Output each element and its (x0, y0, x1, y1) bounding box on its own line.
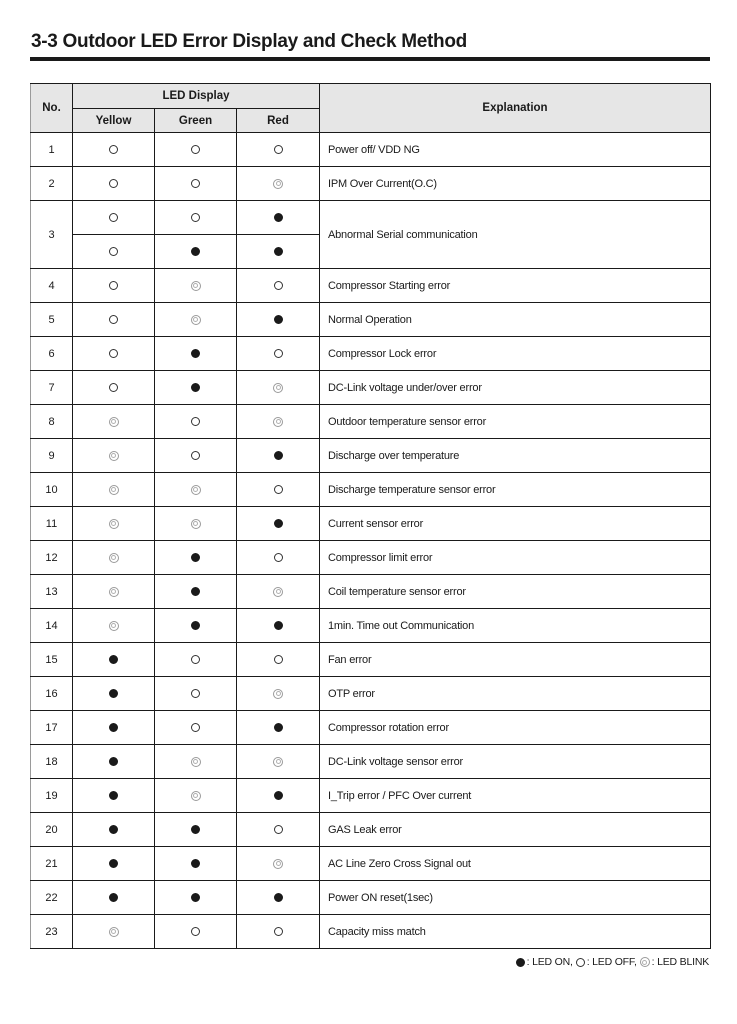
led-green-cell (155, 847, 237, 881)
led-blink-icon (273, 757, 283, 767)
led-blink-icon (109, 519, 119, 529)
legend-blink (640, 956, 709, 968)
row-number: 23 (31, 915, 73, 949)
led-blink-icon (191, 315, 201, 325)
led-green-cell (155, 337, 237, 371)
led-off-icon (191, 451, 200, 460)
header-yellow: Yellow (73, 109, 155, 133)
led-green-cell (155, 745, 237, 779)
led-red-cell (237, 609, 320, 643)
row-explanation: Compressor Starting error (320, 269, 711, 303)
led-red-cell (237, 269, 320, 303)
legend-on (516, 956, 573, 968)
row-number: 2 (31, 167, 73, 201)
led-red-cell (237, 473, 320, 507)
legend-off (576, 956, 637, 968)
led-on-icon (274, 213, 283, 222)
row-explanation: GAS Leak error (320, 813, 711, 847)
legend-blink-label: LED BLINK (657, 956, 709, 968)
row-explanation: Normal Operation (320, 303, 711, 337)
led-yellow-cell (73, 303, 155, 337)
led-yellow-cell (73, 575, 155, 609)
row-number: 1 (31, 133, 73, 167)
led-blink-icon (109, 451, 119, 461)
led-on-icon (109, 723, 118, 732)
led-red-cell (237, 303, 320, 337)
led-blink-icon (191, 485, 201, 495)
led-red-cell (237, 167, 320, 201)
led-on-icon (274, 315, 283, 324)
led-off-icon (191, 723, 200, 732)
led-off-icon (109, 213, 118, 222)
led-blink-icon (191, 281, 201, 291)
led-on-icon (274, 723, 283, 732)
header-explanation: Explanation (320, 84, 711, 133)
row-explanation: Outdoor temperature sensor error (320, 405, 711, 439)
led-blink-icon (191, 791, 201, 801)
led-yellow-cell (73, 609, 155, 643)
led-off-icon (109, 315, 118, 324)
led-green-cell (155, 779, 237, 813)
table-row (31, 303, 711, 337)
led-yellow-cell (73, 847, 155, 881)
led-red-cell (237, 405, 320, 439)
led-on-icon (109, 893, 118, 902)
row-explanation: Compressor limit error (320, 541, 711, 575)
led-green-cell (155, 643, 237, 677)
table-row (31, 677, 711, 711)
led-on-icon (109, 757, 118, 766)
led-red-cell (237, 677, 320, 711)
row-explanation: DC-Link voltage sensor error (320, 745, 711, 779)
led-blink-icon (273, 179, 283, 189)
led-off-icon (274, 655, 283, 664)
led-yellow-cell (73, 813, 155, 847)
row-explanation: Current sensor error (320, 507, 711, 541)
led-blink-icon (273, 587, 283, 597)
led-yellow-cell (73, 541, 155, 575)
table-row (31, 915, 711, 949)
table-body (31, 133, 711, 949)
led-on-icon (191, 383, 200, 392)
led-green-cell (155, 609, 237, 643)
led-green-cell (155, 439, 237, 473)
table-row (31, 507, 711, 541)
led-off-icon (191, 179, 200, 188)
led-off-icon (191, 213, 200, 222)
led-off-icon (109, 281, 118, 290)
table-row (31, 371, 711, 405)
led-blink-icon (273, 689, 283, 699)
led-yellow-cell (73, 439, 155, 473)
table-row (31, 575, 711, 609)
led-blink-icon (640, 957, 650, 967)
led-on-icon (109, 791, 118, 800)
led-on-icon (109, 689, 118, 698)
row-number: 17 (31, 711, 73, 745)
row-explanation: Compressor rotation error (320, 711, 711, 745)
table-row (31, 269, 711, 303)
led-off-icon (109, 247, 118, 256)
led-yellow-cell (73, 643, 155, 677)
table-row (31, 541, 711, 575)
led-red-cell (237, 847, 320, 881)
legend-separator: : (651, 956, 655, 968)
led-blink-icon (191, 757, 201, 767)
led-on-icon (274, 893, 283, 902)
led-off-icon (191, 145, 200, 154)
led-green-cell (155, 473, 237, 507)
row-number: 12 (31, 541, 73, 575)
led-blink-icon (109, 927, 119, 937)
row-number: 3 (31, 201, 73, 269)
led-off-icon (191, 927, 200, 936)
row-number: 11 (31, 507, 73, 541)
led-blink-icon (273, 859, 283, 869)
led-off-icon (109, 349, 118, 358)
row-number: 15 (31, 643, 73, 677)
led-red-cell (237, 779, 320, 813)
table-row (31, 813, 711, 847)
table-row (31, 609, 711, 643)
row-explanation: Power ON reset(1sec) (320, 881, 711, 915)
table-row (31, 473, 711, 507)
table-row (31, 439, 711, 473)
led-red-cell (237, 881, 320, 915)
led-red-cell (237, 337, 320, 371)
led-on-icon (274, 621, 283, 630)
led-on-icon (109, 655, 118, 664)
led-yellow-cell (73, 677, 155, 711)
led-green-cell (155, 133, 237, 167)
led-on-icon (191, 247, 200, 256)
led-off-icon (191, 689, 200, 698)
row-explanation: Coil temperature sensor error (320, 575, 711, 609)
led-on-icon (274, 451, 283, 460)
led-on-icon (191, 621, 200, 630)
led-off-icon (274, 553, 283, 562)
row-explanation: I_Trip error / PFC Over current (320, 779, 711, 813)
table-row (31, 133, 711, 167)
led-red-cell (237, 915, 320, 949)
row-explanation: Compressor Lock error (320, 337, 711, 371)
led-off-icon (274, 349, 283, 358)
led-off-icon (274, 927, 283, 936)
led-on-icon (191, 553, 200, 562)
led-red-cell (237, 235, 320, 269)
led-green-cell (155, 915, 237, 949)
led-yellow-cell (73, 507, 155, 541)
led-red-cell (237, 133, 320, 167)
row-explanation: Fan error (320, 643, 711, 677)
led-yellow-cell (73, 133, 155, 167)
led-green-cell (155, 507, 237, 541)
led-off-icon (109, 383, 118, 392)
led-off-icon (274, 485, 283, 494)
led-red-cell (237, 643, 320, 677)
led-red-cell (237, 711, 320, 745)
led-on-icon (274, 791, 283, 800)
led-error-table (30, 83, 711, 949)
table-row-subrow (31, 201, 711, 235)
header-red: Red (237, 109, 320, 133)
led-yellow-cell (73, 201, 155, 235)
led-blink-icon (109, 485, 119, 495)
led-on-icon (516, 958, 525, 967)
led-off-icon (109, 145, 118, 154)
table-row (31, 167, 711, 201)
led-on-icon (191, 825, 200, 834)
table-row (31, 779, 711, 813)
led-green-cell (155, 711, 237, 745)
row-number: 22 (31, 881, 73, 915)
row-number: 21 (31, 847, 73, 881)
led-green-cell (155, 575, 237, 609)
row-explanation: DC-Link voltage under/over error (320, 371, 711, 405)
led-red-cell (237, 201, 320, 235)
led-off-icon (274, 825, 283, 834)
led-on-icon (274, 519, 283, 528)
row-explanation: Power off/ VDD NG (320, 133, 711, 167)
legend-separator: : (586, 956, 590, 968)
led-red-cell (237, 371, 320, 405)
table-row (31, 745, 711, 779)
led-blink-icon (109, 587, 119, 597)
led-red-cell (237, 541, 320, 575)
led-yellow-cell (73, 779, 155, 813)
legend-off-label: LED OFF, (592, 956, 637, 968)
table-row (31, 405, 711, 439)
led-off-icon (191, 655, 200, 664)
led-yellow-cell (73, 473, 155, 507)
row-number: 14 (31, 609, 73, 643)
legend (516, 956, 709, 968)
led-yellow-cell (73, 337, 155, 371)
led-on-icon (191, 859, 200, 868)
led-red-cell (237, 813, 320, 847)
header-led-display: LED Display (73, 84, 320, 109)
row-number: 7 (31, 371, 73, 405)
table-row (31, 643, 711, 677)
row-number: 9 (31, 439, 73, 473)
row-explanation: Discharge over temperature (320, 439, 711, 473)
row-explanation: IPM Over Current(O.C) (320, 167, 711, 201)
title-divider (30, 57, 710, 61)
led-green-cell (155, 371, 237, 405)
led-red-cell (237, 745, 320, 779)
led-blink-icon (273, 383, 283, 393)
row-explanation: 1min. Time out Communication (320, 609, 711, 643)
legend-separator: : (526, 956, 530, 968)
led-on-icon (191, 587, 200, 596)
led-red-cell (237, 439, 320, 473)
led-yellow-cell (73, 269, 155, 303)
row-number: 10 (31, 473, 73, 507)
row-explanation: Abnormal Serial communication (320, 201, 711, 269)
led-yellow-cell (73, 915, 155, 949)
row-explanation: Capacity miss match (320, 915, 711, 949)
led-yellow-cell (73, 167, 155, 201)
led-green-cell (155, 235, 237, 269)
led-green-cell (155, 201, 237, 235)
led-off-icon (191, 417, 200, 426)
row-number: 16 (31, 677, 73, 711)
header-green: Green (155, 109, 237, 133)
row-number: 20 (31, 813, 73, 847)
led-yellow-cell (73, 881, 155, 915)
led-on-icon (109, 859, 118, 868)
led-off-icon (274, 145, 283, 154)
led-blink-icon (191, 519, 201, 529)
row-number: 13 (31, 575, 73, 609)
table-row (31, 881, 711, 915)
row-explanation: AC Line Zero Cross Signal out (320, 847, 711, 881)
row-number: 19 (31, 779, 73, 813)
led-green-cell (155, 405, 237, 439)
row-number: 18 (31, 745, 73, 779)
led-yellow-cell (73, 745, 155, 779)
led-off-icon (576, 958, 585, 967)
row-number: 4 (31, 269, 73, 303)
row-number: 6 (31, 337, 73, 371)
led-on-icon (191, 893, 200, 902)
page-title: 3-3 Outdoor LED Error Display and Check Method (31, 31, 467, 52)
row-explanation: OTP error (320, 677, 711, 711)
led-on-icon (109, 825, 118, 834)
led-red-cell (237, 507, 320, 541)
led-blink-icon (109, 553, 119, 563)
header-no: No. (31, 84, 73, 133)
legend-on-label: LED ON, (532, 956, 573, 968)
led-blink-icon (109, 621, 119, 631)
led-green-cell (155, 269, 237, 303)
led-off-icon (109, 179, 118, 188)
led-yellow-cell (73, 371, 155, 405)
led-on-icon (274, 247, 283, 256)
row-explanation: Discharge temperature sensor error (320, 473, 711, 507)
led-off-icon (274, 281, 283, 290)
table-row (31, 337, 711, 371)
led-red-cell (237, 575, 320, 609)
led-green-cell (155, 813, 237, 847)
row-number: 5 (31, 303, 73, 337)
led-green-cell (155, 303, 237, 337)
led-yellow-cell (73, 711, 155, 745)
led-green-cell (155, 541, 237, 575)
led-blink-icon (273, 417, 283, 427)
led-blink-icon (109, 417, 119, 427)
led-green-cell (155, 167, 237, 201)
table-row (31, 711, 711, 745)
led-on-icon (191, 349, 200, 358)
led-green-cell (155, 881, 237, 915)
led-green-cell (155, 677, 237, 711)
led-yellow-cell (73, 235, 155, 269)
table-row (31, 847, 711, 881)
led-yellow-cell (73, 405, 155, 439)
row-number: 8 (31, 405, 73, 439)
